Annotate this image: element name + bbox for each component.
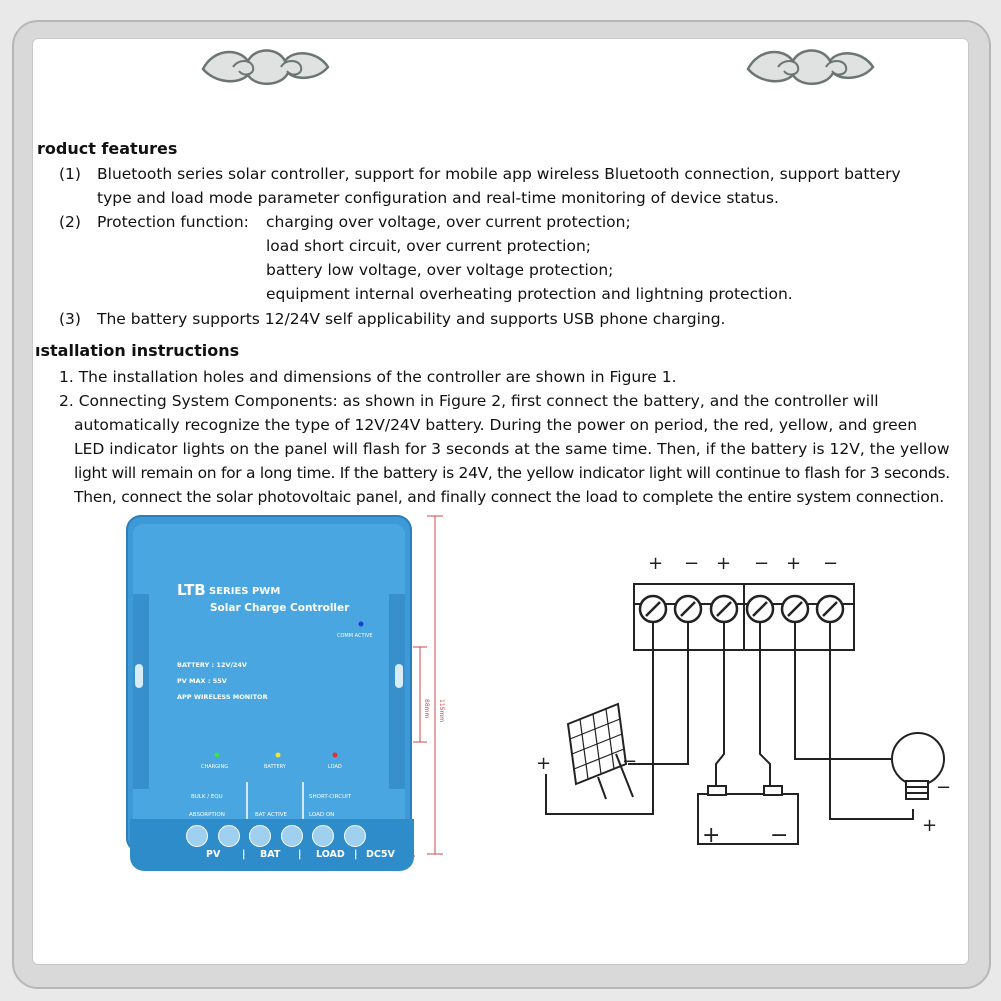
wiring-diagram	[498, 549, 952, 849]
terminal-bat-label: BAT	[260, 849, 281, 860]
mode-bat-active: BAT ACTIVE	[255, 812, 287, 818]
mode-short-circuit: SHORT-CIRCUIT	[309, 794, 352, 800]
controller-face	[133, 524, 405, 842]
terminal-screw-1[interactable]	[186, 825, 208, 847]
feature-2-line-4: equipment internal overheating protection and lightning protection.	[266, 285, 793, 303]
terminal-sep-3: |	[354, 849, 358, 860]
feature-2-line-2: load short circuit, over current protection;	[266, 237, 591, 255]
text-body	[33, 39, 968, 539]
sign-1: +	[648, 553, 664, 574]
mode-load-on: LOAD ON	[309, 812, 335, 818]
terminal-sep-1: |	[242, 849, 246, 860]
mount-hole-left	[135, 664, 143, 688]
charging-led-icon	[215, 753, 220, 758]
install-step-1: 1. The installation holes and dimensions of the controller are shown in Figure 1.	[59, 368, 677, 386]
led-charging-label: CHARGING	[201, 764, 229, 770]
battery-minus: −	[770, 823, 789, 848]
dimension-inner: 88mm	[423, 699, 430, 719]
panel-plus: +	[536, 753, 552, 774]
led-load-label: LOAD	[328, 764, 342, 770]
feature-2-line-1: charging over voltage, over current protection;	[266, 213, 631, 231]
load-led-icon	[333, 753, 338, 758]
sign-2: −	[684, 553, 700, 574]
battery-led-icon	[276, 753, 281, 758]
feature-2-label: Protection function:	[97, 213, 249, 231]
series-label: SERIES PWM	[209, 586, 281, 597]
terminal-screw-5[interactable]	[312, 825, 334, 847]
subtitle-label: Solar Charge Controller	[210, 602, 350, 614]
led-battery-label: BATTERY	[264, 764, 286, 770]
feature-1-line-2: type and load mode parameter configuration and real-time monitoring of device status.	[97, 189, 779, 207]
sign-3: +	[716, 553, 732, 574]
side-grip-left	[133, 594, 149, 789]
install-step-2-line-5: Then, connect the solar photovoltaic panel, and finally connect the load to complete the entire system connection.	[74, 488, 945, 506]
terminal-screw-3[interactable]	[249, 825, 271, 847]
terminal-screw-6[interactable]	[344, 825, 366, 847]
install-step-2-line-3: LED indicator lights on the panel will flash for 3 seconds at the same time. Then, if the battery is 12V, the yellow	[74, 440, 950, 458]
terminal-screw-2[interactable]	[218, 825, 240, 847]
feature-3-number: (3)	[59, 310, 81, 328]
terminal-dc-label: DC5V	[366, 849, 395, 860]
feature-1-number: (1)	[59, 165, 81, 183]
bulb-minus: −	[936, 777, 952, 798]
feature-2-number: (2)	[59, 213, 81, 231]
terminal-sep-2: |	[298, 849, 302, 860]
sign-4: −	[754, 553, 770, 574]
feature-3-line-1: The battery supports 12/24V self applicability and supports USB phone charging.	[97, 310, 726, 328]
terminal-load-label: LOAD	[316, 849, 345, 860]
terminal-pv-label: PV	[206, 849, 221, 860]
sign-6: −	[823, 553, 839, 574]
features-heading: roduct features	[37, 139, 178, 158]
terminal-strip	[130, 819, 414, 871]
install-step-2-line-1: 2. Connecting System Components: as shown in Figure 2, first connect the battery, and the controller will	[59, 392, 879, 410]
controller-figure	[125, 514, 465, 864]
bulb-plus: +	[922, 815, 938, 836]
spec-battery: BATTERY : 12V/24V	[177, 661, 247, 669]
panel-minus: −	[622, 751, 638, 772]
spec-pv: PV MAX : 55V	[177, 677, 227, 685]
feature-2-line-3: battery low voltage, over voltage protection;	[266, 261, 614, 279]
terminal-signs	[648, 553, 838, 574]
mode-bulk: BULK / EQU	[191, 794, 223, 800]
sign-5: +	[786, 553, 802, 574]
install-step-2-line-4: light will remain on for a long time. If the battery is 24V, the yellow indicator light will continue to flash for 3 seconds.	[74, 464, 950, 482]
battery-plus: +	[702, 823, 721, 848]
install-step-2-line-2: automatically recognize the type of 12V/24V battery. During the power on period, the red, yellow, and green	[74, 416, 918, 434]
installation-heading: ıstallation instructions	[35, 341, 240, 360]
feature-1-line-1: Bluetooth series solar controller, support for mobile app wireless Bluetooth connection, support battery	[97, 165, 901, 183]
side-grip-right	[389, 594, 405, 789]
mode-absorption: ABSORPTION	[189, 812, 225, 818]
comm-led-icon	[359, 622, 364, 627]
dimension-outer: 115mm	[438, 699, 445, 723]
spec-app: APP WIRELESS MONITOR	[177, 693, 268, 701]
document-page	[32, 38, 969, 965]
brand-label: LTB	[177, 581, 206, 599]
mount-hole-right	[395, 664, 403, 688]
terminal-screw-4[interactable]	[281, 825, 303, 847]
comm-label: COMM ACTIVE	[337, 633, 373, 639]
